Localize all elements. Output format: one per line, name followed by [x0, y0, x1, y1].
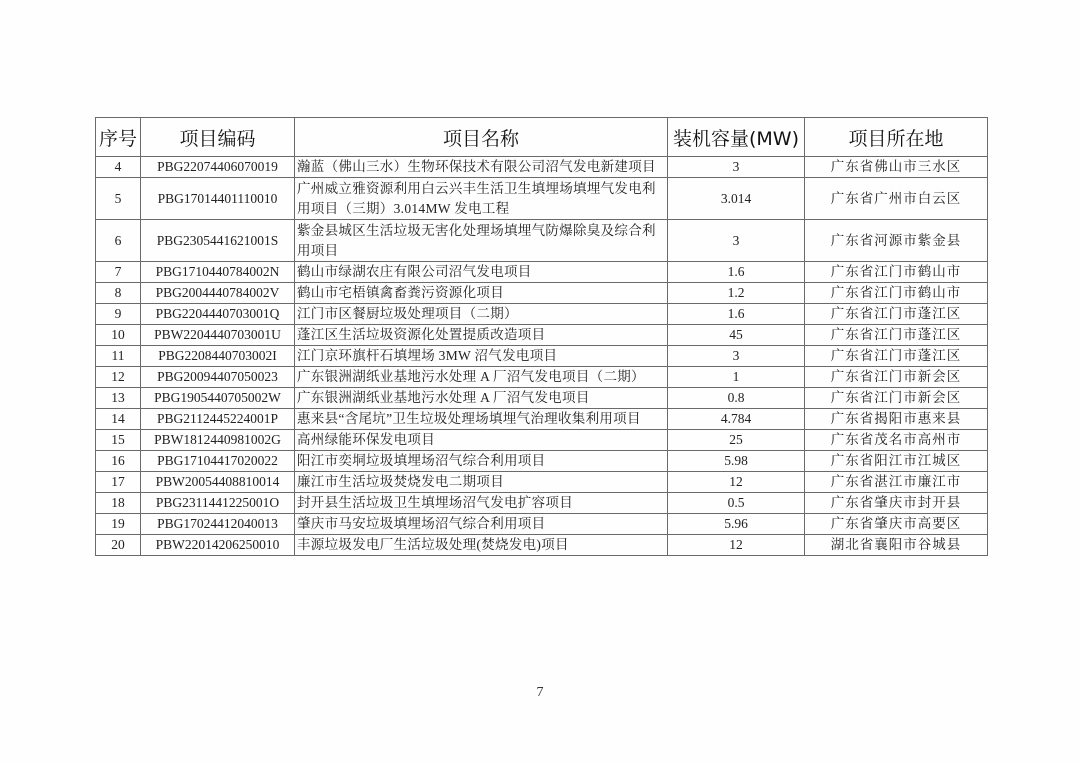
cell-location: 湖北省襄阳市谷城县 [805, 535, 988, 556]
cell-project-name: 广东银洲湖纸业基地污水处理 A 厂沼气发电项目（二期） [295, 367, 668, 388]
cell-project-name: 鹤山市宅梧镇禽畜粪污资源化项目 [295, 283, 668, 304]
cell-location: 广东省江门市新会区 [805, 367, 988, 388]
cell-project-name: 江门京环旗杆石填埋场 3MW 沼气发电项目 [295, 346, 668, 367]
cell-project-name: 瀚蓝（佛山三水）生物环保技术有限公司沼气发电新建项目 [295, 157, 668, 178]
header-location: 项目所在地 [805, 118, 988, 157]
cell-capacity: 25 [668, 430, 805, 451]
cell-project-code: PBG2305441621001S [141, 220, 295, 262]
cell-capacity: 3 [668, 157, 805, 178]
table-row [96, 472, 988, 493]
cell-location: 广东省江门市蓬江区 [805, 325, 988, 346]
cell-capacity: 4.784 [668, 409, 805, 430]
cell-index: 18 [96, 493, 141, 514]
header-capacity: 装机容量(MW) [668, 118, 805, 157]
cell-index: 17 [96, 472, 141, 493]
cell-project-name: 广东银洲湖纸业基地污水处理 A 厂沼气发电项目 [295, 388, 668, 409]
cell-capacity: 1.6 [668, 304, 805, 325]
table-row [96, 535, 988, 556]
cell-index: 13 [96, 388, 141, 409]
table-body [96, 157, 988, 556]
header-code: 项目编码 [141, 118, 295, 157]
cell-project-code: PBG2208440703002I [141, 346, 295, 367]
cell-location: 广东省阳江市江城区 [805, 451, 988, 472]
cell-location: 广东省广州市白云区 [805, 178, 988, 220]
cell-project-name: 肇庆市马安垃圾填埋场沼气综合利用项目 [295, 514, 668, 535]
cell-project-name: 惠来县“含尾坑”卫生垃圾处理场填埋气治理收集利用项目 [295, 409, 668, 430]
cell-index: 10 [96, 325, 141, 346]
cell-project-code: PBW1812440981002G [141, 430, 295, 451]
cell-project-code: PBG1710440784002N [141, 262, 295, 283]
cell-index: 11 [96, 346, 141, 367]
cell-project-name: 江门市区餐厨垃圾处理项目（二期） [295, 304, 668, 325]
cell-project-name: 鹤山市绿湖农庄有限公司沼气发电项目 [295, 262, 668, 283]
cell-project-code: PBG2112445224001P [141, 409, 295, 430]
page-number: 7 [536, 685, 544, 700]
cell-index: 8 [96, 283, 141, 304]
table-row [96, 283, 988, 304]
cell-capacity: 0.5 [668, 493, 805, 514]
cell-capacity: 3.014 [668, 178, 805, 220]
cell-index: 4 [96, 157, 141, 178]
cell-project-name: 高州绿能环保发电项目 [295, 430, 668, 451]
table-row [96, 304, 988, 325]
cell-capacity: 12 [668, 535, 805, 556]
cell-project-code: PBG2004440784002V [141, 283, 295, 304]
table-row [96, 451, 988, 472]
cell-project-code: PBG17104417020022 [141, 451, 295, 472]
table-row [96, 262, 988, 283]
cell-capacity: 0.8 [668, 388, 805, 409]
cell-location: 广东省江门市蓬江区 [805, 304, 988, 325]
header-name: 项目名称 [295, 118, 668, 157]
table-row [96, 157, 988, 178]
table-row [96, 409, 988, 430]
cell-index: 12 [96, 367, 141, 388]
cell-index: 7 [96, 262, 141, 283]
cell-capacity: 12 [668, 472, 805, 493]
cell-project-code: PBG22074406070019 [141, 157, 295, 178]
table-row [96, 367, 988, 388]
cell-capacity: 1.2 [668, 283, 805, 304]
cell-location: 广东省湛江市廉江市 [805, 472, 988, 493]
cell-index: 14 [96, 409, 141, 430]
cell-index: 16 [96, 451, 141, 472]
cell-project-code: PBG2311441225001O [141, 493, 295, 514]
cell-location: 广东省揭阳市惠来县 [805, 409, 988, 430]
cell-location: 广东省佛山市三水区 [805, 157, 988, 178]
cell-capacity: 5.96 [668, 514, 805, 535]
cell-location: 广东省江门市蓬江区 [805, 346, 988, 367]
cell-capacity: 45 [668, 325, 805, 346]
cell-project-name: 封开县生活垃圾卫生填埋场沼气发电扩容项目 [295, 493, 668, 514]
cell-index: 5 [96, 178, 141, 220]
table-row [96, 346, 988, 367]
cell-location: 广东省江门市鹤山市 [805, 283, 988, 304]
cell-capacity: 1 [668, 367, 805, 388]
table-row [96, 388, 988, 409]
table-row [96, 493, 988, 514]
table-header-row [96, 118, 988, 157]
cell-capacity: 3 [668, 220, 805, 262]
cell-project-code: PBG17024412040013 [141, 514, 295, 535]
table-row [96, 325, 988, 346]
header-index: 序号 [96, 118, 141, 157]
project-table [95, 117, 988, 556]
cell-index: 15 [96, 430, 141, 451]
cell-project-code: PBG20094407050023 [141, 367, 295, 388]
cell-location: 广东省肇庆市封开县 [805, 493, 988, 514]
cell-location: 广东省茂名市高州市 [805, 430, 988, 451]
cell-location: 广东省江门市新会区 [805, 388, 988, 409]
cell-project-code: PBG1905440705002W [141, 388, 295, 409]
table-row [96, 220, 988, 262]
cell-project-name: 广州威立雅资源利用白云兴丰生活卫生填埋场填埋气发电利用项目（三期）3.014MW 发电工程 [295, 178, 668, 220]
cell-index: 19 [96, 514, 141, 535]
cell-capacity: 1.6 [668, 262, 805, 283]
cell-project-code: PBW2204440703001U [141, 325, 295, 346]
cell-location: 广东省肇庆市高要区 [805, 514, 988, 535]
table-row [96, 178, 988, 220]
cell-location: 广东省河源市紫金县 [805, 220, 988, 262]
table-row [96, 514, 988, 535]
cell-project-name: 紫金县城区生活垃圾无害化处理场填埋气防爆除臭及综合利用项目 [295, 220, 668, 262]
cell-capacity: 5.98 [668, 451, 805, 472]
cell-project-name: 丰源垃圾发电厂生活垃圾处理(焚烧发电)项目 [295, 535, 668, 556]
cell-location: 广东省江门市鹤山市 [805, 262, 988, 283]
cell-project-code: PBW22014206250010 [141, 535, 295, 556]
cell-project-code: PBG17014401110010 [141, 178, 295, 220]
cell-project-name: 阳江市奕垌垃圾填埋场沼气综合利用项目 [295, 451, 668, 472]
cell-project-name: 廉江市生活垃圾焚烧发电二期项目 [295, 472, 668, 493]
cell-project-code: PBW20054408810014 [141, 472, 295, 493]
cell-index: 9 [96, 304, 141, 325]
table-row [96, 430, 988, 451]
cell-index: 20 [96, 535, 141, 556]
cell-project-name: 蓬江区生活垃圾资源化处置提质改造项目 [295, 325, 668, 346]
cell-capacity: 3 [668, 346, 805, 367]
cell-project-code: PBG2204440703001Q [141, 304, 295, 325]
cell-index: 6 [96, 220, 141, 262]
